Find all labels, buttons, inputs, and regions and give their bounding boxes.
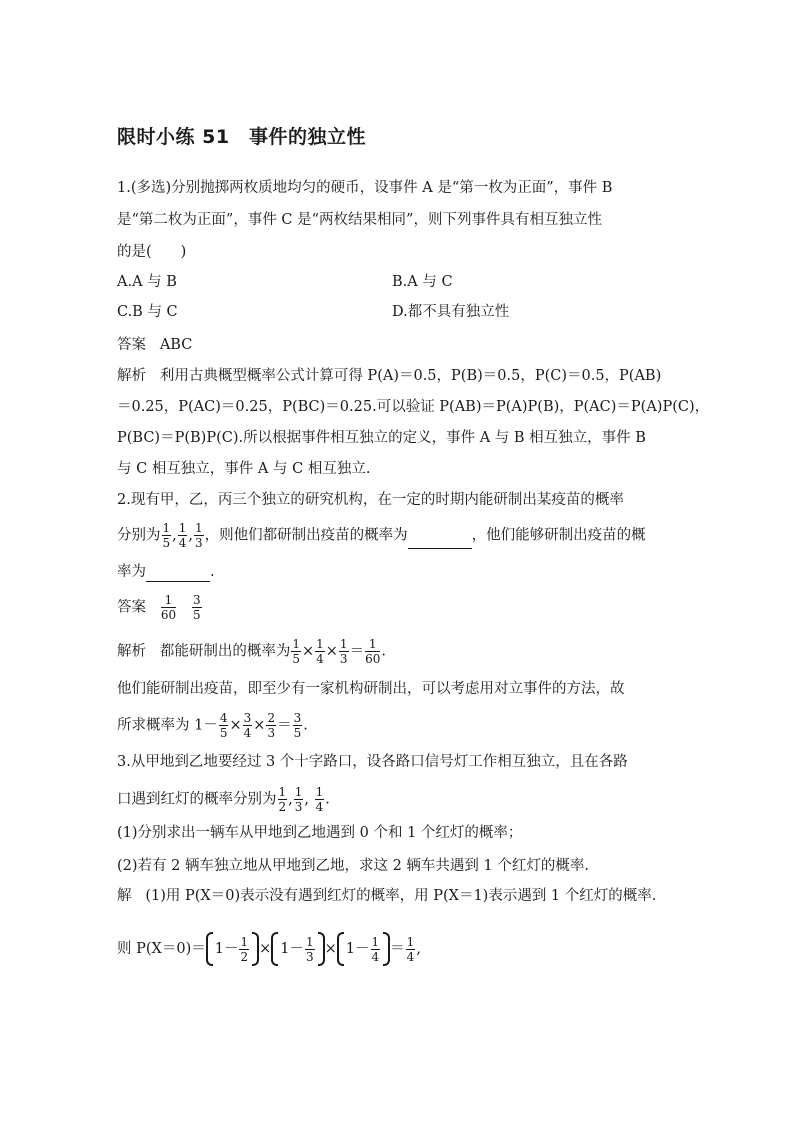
q3-solution-1: 解 (1)用 P(X＝0)表示没有遇到红灯的概率，用 P(X＝1)表示遇到 1 个红灯的概率. (117, 888, 657, 904)
q2-line3: 率为 . (117, 564, 215, 580)
q3-part1: (1)分别求出一辆车从甲地到乙地遇到 0 个和 1 个红灯的概率； (117, 825, 523, 841)
q3-part2: (2)若有 2 辆车独立地从甲地到乙地，求这 2 辆车共遇到 1 个红灯的概率. (117, 858, 589, 874)
answer-blank (408, 534, 472, 549)
analysis-label: 解析 (117, 368, 146, 384)
q1-option-b: B.A 与 C (392, 274, 453, 290)
q1-analysis-text: 利用古典概型概率公式计算可得 P(A)＝0.5，P(B)＝0.5，P(C)＝0.5，P(AB) (159, 368, 662, 384)
q2-analysis-3: 所求概率为 1－ $\frac{4}{5}$ × $\frac{3}{4}$ × $\frac{2}{3}$ ＝ $\frac{3}{5}$ . (117, 711, 308, 740)
q2-analysis-1: 解析 都能研制出的概率为 $\frac{1}{5}$ × $\frac{1}{4}$ × $\frac{1}{3}$ ＝ $\frac{1}{60}$ . (117, 637, 386, 666)
q2-answer-row: 答案 $\frac{1}{60}$ $\frac{3}{5}$ (117, 593, 201, 622)
q1-line1: 1.(多选)分别抛掷两枚质地均匀的硬币，设事件 A 是“第一枚为正面”，事件 B (117, 180, 613, 196)
fraction: $\frac{1}{5}$ (162, 521, 171, 550)
q1-answer: ABC (159, 337, 193, 353)
q3-solution-2: 则 P(X＝0)＝ 1－ $\frac{1}{2}$ × 1－ $\frac{1}{3}$ × 1－ $\frac{1}{4}$ ＝ $\frac{1}{4}$ , (117, 932, 421, 966)
q1-analysis-4: 与 C 相互独立，事件 A 与 C 相互独立. (117, 461, 371, 477)
fraction: $\frac{1}{3}$ (195, 521, 203, 550)
q2-analysis-2: 他们能研制出疫苗，即至少有一家机构研制出，可以考虑用对立事件的方法，故 (117, 681, 625, 697)
q3-line1: 3.从甲地到乙地要经过 3 个十字路口，设各路口信号灯工作相互独立，且在各路 (117, 754, 628, 770)
q1-line3: 的是( ) (117, 244, 187, 260)
page-title: 限时小练 51 事件的独立性 (117, 126, 367, 148)
q2-line1: 2.现有甲，乙，丙三个独立的研究机构，在一定的时期内能研制出某疫苗的概率 (117, 492, 624, 508)
q1-analysis-3: P(BC)＝P(B)P(C).所以根据事件相互独立的定义，事件 A 与 B 相互独立，事件 B (117, 430, 646, 446)
q1-analysis-2: ＝0.25，P(AC)＝0.25，P(BC)＝0.25.可以验证 P(AB)＝P(A)P(B)，P(AC)＝P(A)P(C)， (117, 399, 710, 415)
fraction: $\frac{1}{4}$ (178, 521, 187, 550)
q1-answer-row (117, 335, 192, 355)
q1-option-a: A.A 与 B (117, 274, 177, 290)
q2-line2: 分别为 $\frac{1}{5}$ , $\frac{1}{4}$ , $\frac{1}{3}$ ，则他们都研制出疫苗的概率为 ，他们能够研制出疫苗的概 (117, 521, 646, 550)
answer-blank (146, 567, 210, 582)
q1-option-c: C.B 与 C (117, 304, 178, 320)
q1-analysis-1 (117, 366, 661, 386)
q3-line2: 口遇到红灯的概率分别为 $\frac{1}{2}$ , $\frac{1}{3}$ , $\frac{1}{4}$ . (117, 785, 330, 814)
q2-answer-1: $\frac{1}{60}$ (160, 593, 177, 622)
q1-line2: 是“第二枚为正面”，事件 C 是“两枚结果相同”，则下列事件具有相互独立性 (117, 212, 602, 228)
q2-answer-2: $\frac{3}{5}$ (192, 593, 201, 622)
answer-label: 答案 (117, 337, 146, 353)
q1-option-d: D.都不具有独立性 (392, 304, 510, 320)
